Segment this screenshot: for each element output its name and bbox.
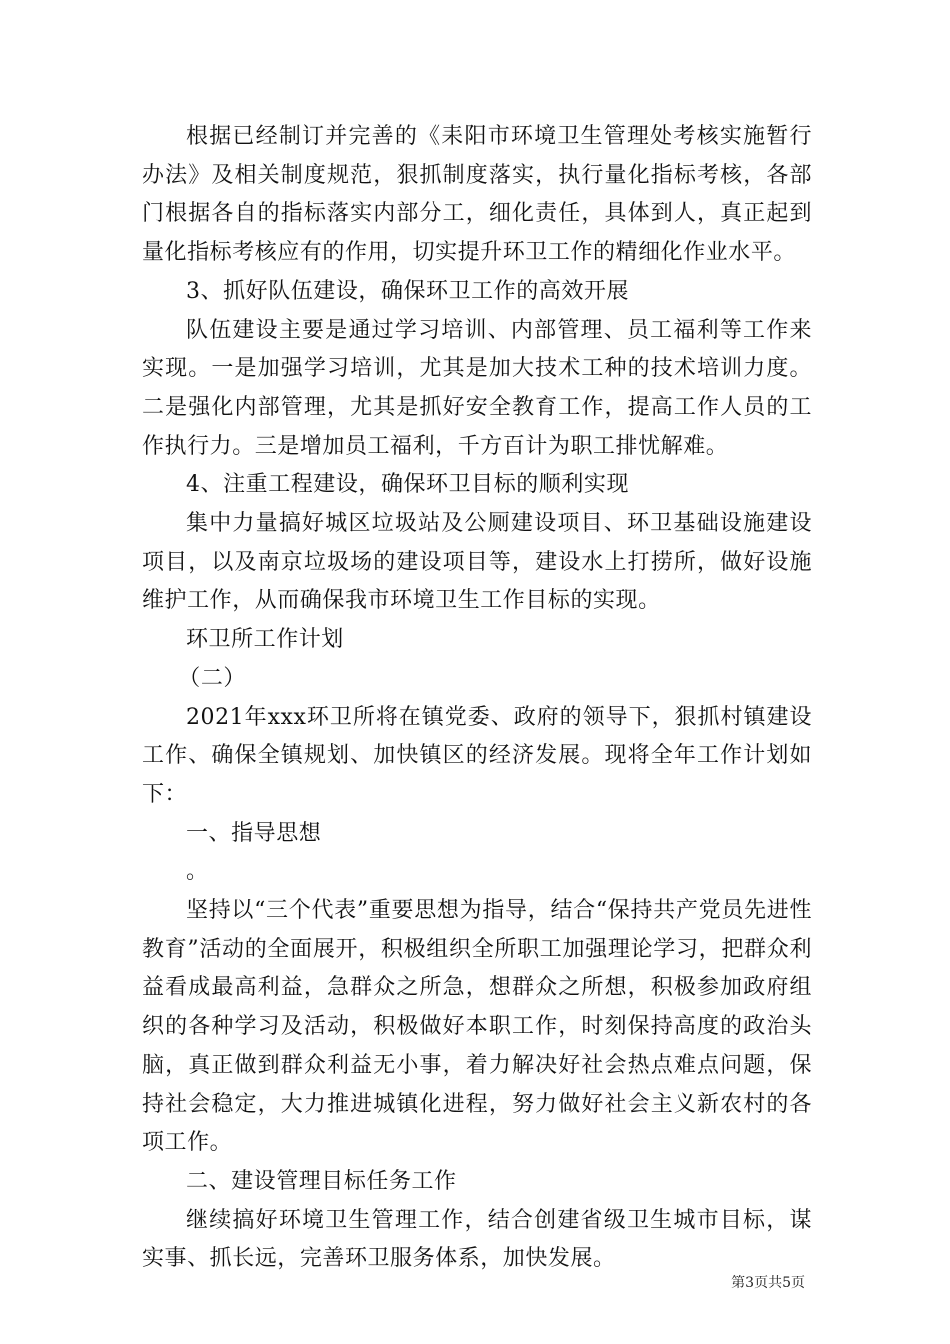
section-number: （二） xyxy=(178,665,246,691)
paragraph-team-building: 队伍建设主要是通过学习培训、内部管理、员工福利等工作来实现。一是加强学习培训，尤其是加大技术工种的技术培训力度。二是强化内部管理，尤其是抓好安全教育工作，提高工作人员的工作执行力。三是增加员工福利，千方百计为职工排忧解难。 xyxy=(142,317,812,459)
heading-team-building: 3、抓好队伍建设，确保环卫工作的高效开展 xyxy=(186,278,629,304)
section-title-work-plan: 环卫所工作计划 xyxy=(186,627,344,653)
paragraph-punctuation: 。 xyxy=(186,859,209,885)
paragraph-engineering: 集中力量搞好城区垃圾站及公厕建设项目、环卫基础设施建设项目，以及南京垃圾场的建设项目等，建设水上打捞所，做好设施维护工作，从而确保我市环境卫生工作目标的实现。 xyxy=(142,511,812,614)
paragraph-assessment-method: 根据已经制订并完善的《耒阳市环境卫生管理处考核实施暂行办法》及相关制度规范，狠抓制度落实，执行量化指标考核，各部门根据各自的指标落实内部分工，细化责任，具体到人，真正起到量化指标考核应有的作用，切实提升环卫工作的精细化作业水平。 xyxy=(142,124,812,266)
heading-management-targets: 二、建设管理目标任务工作 xyxy=(186,1168,457,1194)
document-body xyxy=(142,118,812,1279)
heading-engineering: 4、注重工程建设，确保环卫目标的顺利实现 xyxy=(186,472,629,498)
heading-guiding-ideology: 一、指导思想 xyxy=(186,820,322,846)
paragraph-management-targets: 继续搞好环境卫生管理工作，结合创建省级卫生城市目标，谋实事、抓长远，完善环卫服务体系，加快发展。 xyxy=(142,1207,812,1272)
paragraph-guiding-ideology: 坚持以“三个代表”重要思想为指导，结合“保持共产党员先进性教育”活动的全面展开，积极组织全所职工加强理论学习，把群众利益看成最高利益，急群众之所急，想群众之所想，积极参加政府组织的各种学习及活动，积极做好本职工作，时刻保持高度的政治头脑，真正做到群众利益无小事，着力解决好社会热点难点问题，保持社会稳定，大力推进城镇化进程，努力做好社会主义新农村的各项工作。 xyxy=(142,898,812,1156)
page-number-footer: 第3页共5页 xyxy=(731,1275,805,1291)
paragraph-annual-plan-intro: 2021年xxx环卫所将在镇党委、政府的领导下，狠抓村镇建设工作、确保全镇规划、加快镇区的经济发展。现将全年工作计划如下： xyxy=(142,704,812,807)
